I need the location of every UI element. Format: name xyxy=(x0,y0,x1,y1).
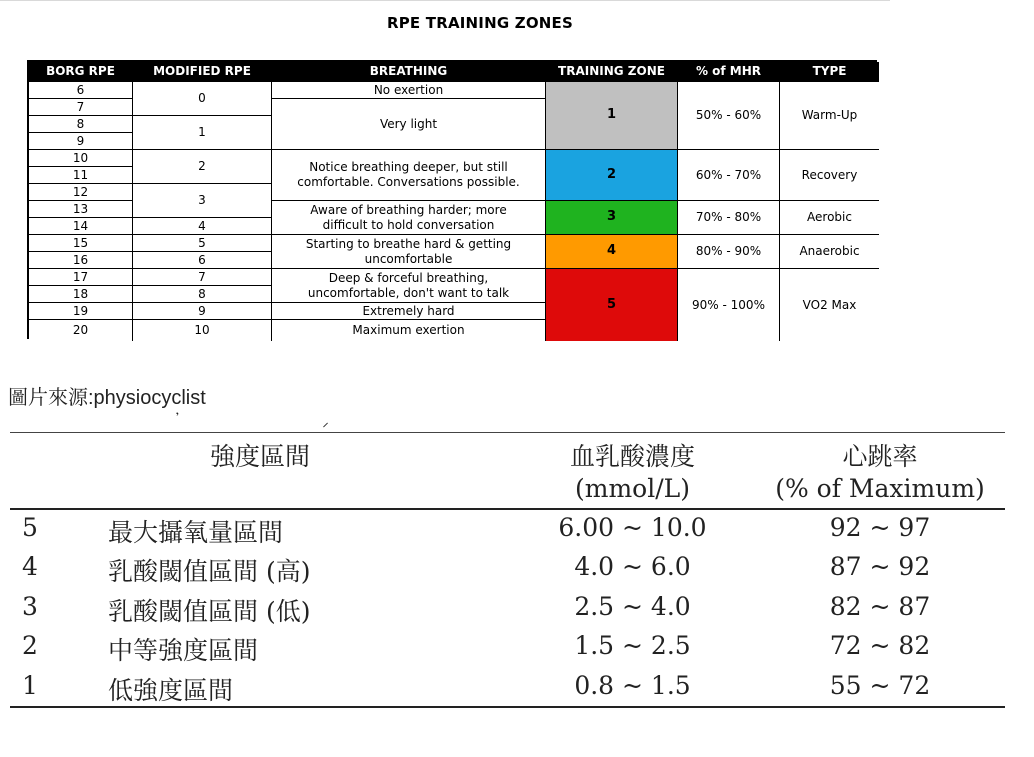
borg-cell: 11 xyxy=(29,167,133,184)
modified-rpe-cell: 8 xyxy=(133,286,272,303)
modified-rpe-cell: 10 xyxy=(133,320,272,341)
modified-rpe-cell: 2 xyxy=(133,150,272,184)
zh-table-top-rule xyxy=(10,432,1005,433)
training-zone-4: 4 xyxy=(546,235,678,269)
rpe-training-zones-table xyxy=(27,60,877,339)
borg-cell: 20 xyxy=(29,320,133,341)
zh-row-heart-rate: 92 ~ 97 xyxy=(829,513,931,542)
mhr-cell: 50% - 60% xyxy=(678,82,780,150)
modified-rpe-cell: 4 xyxy=(133,218,272,235)
zh-header-lactate: 血乳酸濃度 xyxy=(569,442,695,471)
zh-row-lactate: 4.0 ~ 6.0 xyxy=(574,552,691,581)
borg-cell: 13 xyxy=(29,201,133,218)
modified-rpe-cell: 3 xyxy=(133,184,272,218)
borg-cell: 9 xyxy=(29,133,133,150)
rpe-table-title: RPE TRAINING ZONES xyxy=(386,14,574,32)
borg-cell: 7 xyxy=(29,99,133,116)
breathing-cell: Starting to breathe hard & getting uncomfortable xyxy=(272,235,546,269)
header-type: TYPE xyxy=(780,62,879,82)
borg-cell: 17 xyxy=(29,269,133,286)
header-borg-rpe: BORG RPE xyxy=(29,62,133,82)
borg-cell: 8 xyxy=(29,116,133,133)
borg-cell: 16 xyxy=(29,252,133,269)
breathing-cell: No exertion xyxy=(272,82,546,99)
zh-header-lactate-unit: (mmol/L) xyxy=(575,474,690,503)
zh-row-zone-name: 中等強度區間 xyxy=(108,636,259,665)
header-modified-rpe: MODIFIED RPE xyxy=(133,62,272,82)
type-cell: Anaerobic xyxy=(780,235,879,269)
zh-row-lactate: 0.8 ~ 1.5 xyxy=(574,671,691,700)
breathing-cell: Maximum exertion xyxy=(272,320,546,341)
modified-rpe-cell: 1 xyxy=(133,116,272,150)
breathing-cell: Very light xyxy=(272,99,546,150)
header-training-zone: TRAINING ZONE xyxy=(546,62,678,82)
training-zone-2: 2 xyxy=(546,150,678,201)
mhr-cell: 80% - 90% xyxy=(678,235,780,269)
type-cell: VO2 Max xyxy=(780,269,879,341)
breathing-cell: Aware of breathing harder; more difficult to hold conversation xyxy=(272,201,546,235)
header-breathing: BREATHING xyxy=(272,62,546,82)
zh-row-zone-name: 低強度區間 xyxy=(108,676,234,705)
borg-cell: 10 xyxy=(29,150,133,167)
modified-rpe-cell: 9 xyxy=(133,303,272,320)
training-zone-3: 3 xyxy=(546,201,678,235)
mhr-cell: 70% - 80% xyxy=(678,201,780,235)
zh-row-heart-rate: 55 ~ 72 xyxy=(829,671,931,700)
zh-row-number: 3 xyxy=(22,592,38,621)
zh-row-lactate: 6.00 ~ 10.0 xyxy=(558,513,707,542)
cropped-text-fragment: 𝄒 ⸝ xyxy=(176,414,400,429)
training-zone-5: 5 xyxy=(546,269,678,341)
zh-row-zone-name: 乳酸閾值區間 (高) xyxy=(108,557,311,586)
zh-row-heart-rate: 87 ~ 92 xyxy=(829,552,931,581)
modified-rpe-cell: 5 xyxy=(133,235,272,252)
modified-rpe-cell: 7 xyxy=(133,269,272,286)
modified-rpe-cell: 0 xyxy=(133,82,272,116)
type-cell: Aerobic xyxy=(780,201,879,235)
top-divider xyxy=(0,0,890,1)
breathing-cell: Deep & forceful breathing, uncomfortable, don't want to talk xyxy=(272,269,546,303)
zh-row-number: 4 xyxy=(22,552,38,581)
zh-row-number: 1 xyxy=(22,671,38,700)
breathing-cell: Notice breathing deeper, but still comfortable. Conversations possible. xyxy=(272,150,546,201)
zh-row-heart-rate: 82 ~ 87 xyxy=(829,592,931,621)
training-zone-1: 1 xyxy=(546,82,678,150)
mhr-cell: 60% - 70% xyxy=(678,150,780,201)
borg-cell: 14 xyxy=(29,218,133,235)
modified-rpe-cell: 6 xyxy=(133,252,272,269)
mhr-cell: 90% - 100% xyxy=(678,269,780,341)
borg-cell: 12 xyxy=(29,184,133,201)
type-cell: Warm-Up xyxy=(780,82,879,150)
zh-table-header-rule xyxy=(10,508,1005,510)
zh-row-lactate: 2.5 ~ 4.0 xyxy=(574,592,691,621)
zh-row-number: 2 xyxy=(22,631,38,660)
zh-row-number: 5 xyxy=(22,513,38,542)
zh-row-zone-name: 乳酸閾值區間 (低) xyxy=(108,597,311,626)
breathing-cell: Extremely hard xyxy=(272,303,546,320)
borg-cell: 19 xyxy=(29,303,133,320)
zh-header-zone: 強度區間 xyxy=(209,442,310,471)
zh-header-heart-rate: 心跳率 xyxy=(842,442,918,471)
zh-row-lactate: 1.5 ~ 2.5 xyxy=(574,631,691,660)
zh-row-zone-name: 最大攝氧量區間 xyxy=(108,518,284,547)
zh-header-heart-rate-unit: (% of Maximum) xyxy=(775,474,985,503)
borg-cell: 15 xyxy=(29,235,133,252)
borg-cell: 18 xyxy=(29,286,133,303)
header-mhr: % of MHR xyxy=(678,62,780,82)
image-source-caption: 圖片來源:physiocyclist xyxy=(8,387,206,409)
borg-cell: 6 xyxy=(29,82,133,99)
zh-row-heart-rate: 72 ~ 82 xyxy=(829,631,931,660)
type-cell: Recovery xyxy=(780,150,879,201)
